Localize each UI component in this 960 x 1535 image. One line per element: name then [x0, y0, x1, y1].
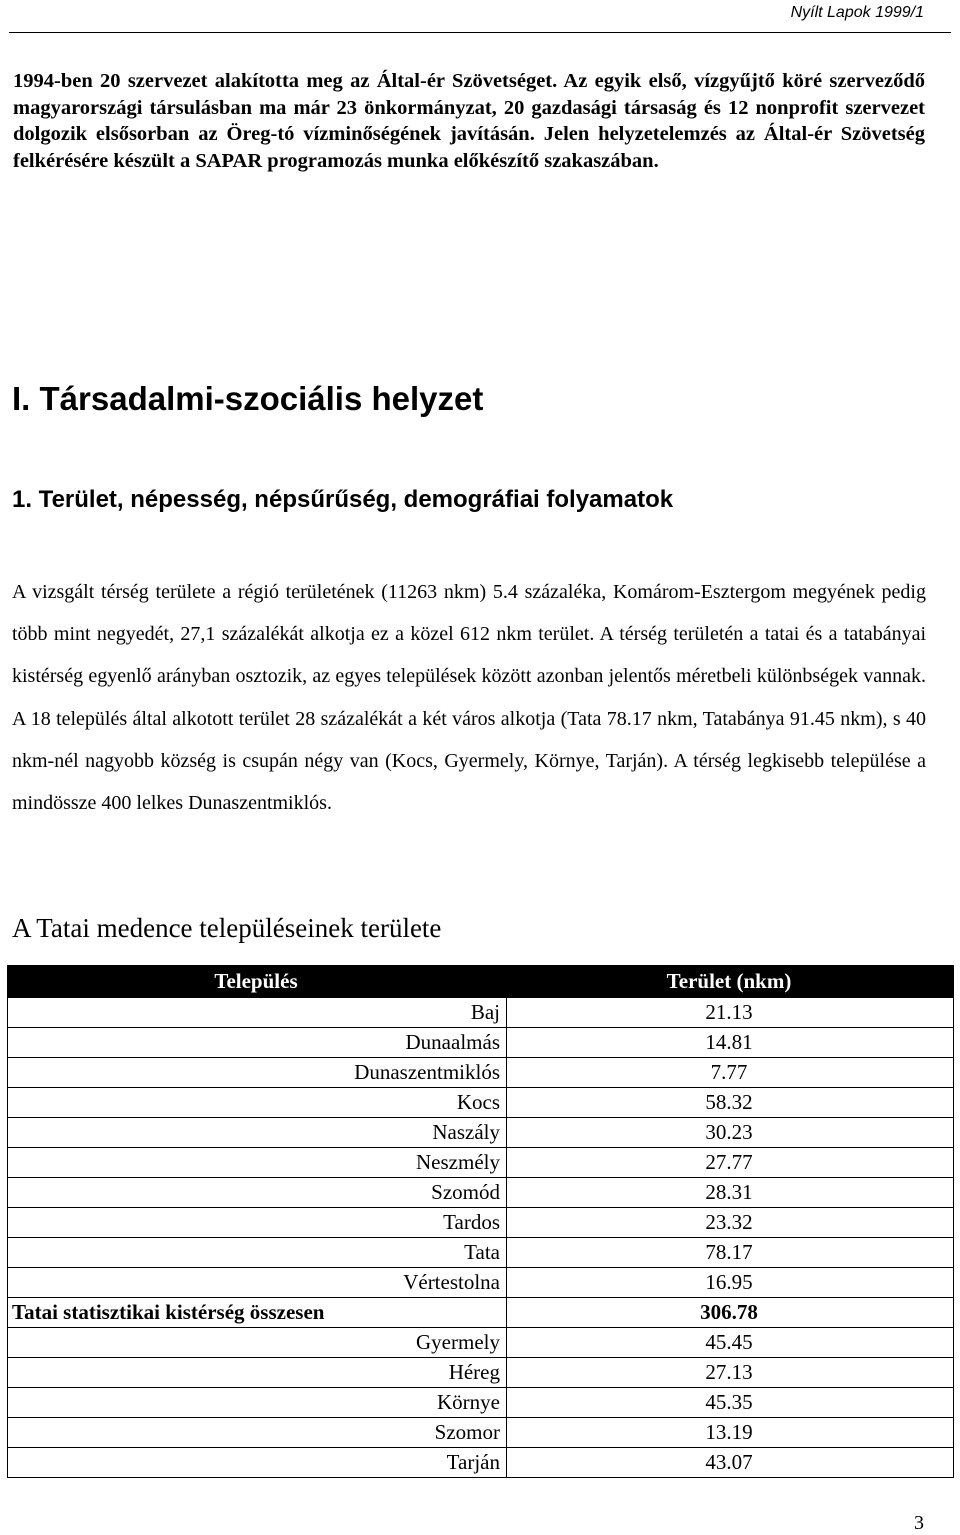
area-value-cell: 28.31	[507, 1178, 954, 1208]
area-value-cell: 27.77	[507, 1148, 954, 1178]
body-paragraph: A vizsgált térség területe a régió területének (11263 nkm) 5.4 százaléka, Komárom-Esztergom megyének pedig több mint negyedét, 27,1 százalékát alkotja ez a közel 612 nkm terület. A térség területén a tatai és a tatabányai kistérség egyenlő arányban osztozik, az egyes települések között azonban jelentős méretbeli különbségek vannak. A 18 település által alkotott terület 28 százalékát a két város alkotja (Tata 78.17 nkm, Tatabánya 91.45 nkm), s 40 nkm-nél nagyobb község is csupán négy van (Kocs, Gyermely, Környe, Tarján). A térség legkisebb települése a mindössze 400 lelkes Dunaszentmiklós.	[12, 581, 926, 815]
table-header-row	[8, 966, 954, 998]
table-row	[8, 1358, 954, 1388]
table-body	[8, 998, 954, 1478]
page-number: 3	[914, 1512, 924, 1534]
settlement-name-cell: Dunaalmás	[8, 1028, 507, 1058]
table-row	[8, 1448, 954, 1478]
header-settlement: Település	[8, 966, 507, 998]
settlement-name-cell: Kocs	[8, 1088, 507, 1118]
area-value-cell: 13.19	[507, 1418, 954, 1448]
header-divider	[9, 32, 951, 33]
table-row	[8, 1028, 954, 1058]
table-row	[8, 1328, 954, 1358]
subsection-title: 1. Terület, népesség, népsűrűség, demográfiai folyamatok	[12, 486, 674, 513]
running-header: Nyílt Lapok 1999/1	[790, 4, 924, 21]
table-row	[8, 1148, 954, 1178]
table-total-row	[8, 1298, 954, 1328]
table-title: A Tatai medence településeinek területe	[12, 913, 442, 943]
area-value-cell: 21.13	[507, 998, 954, 1028]
area-value-cell: 7.77	[507, 1058, 954, 1088]
intro-paragraph: 1994-ben 20 szervezet alakította meg az Által-ér Szövetséget. Az egyik első, vízgyűjtő köré szerveződő magyarországi társulásban ma már 23 önkormányzat, 20 gazdasági társaság és 12 nonprofit szervezet dolgozik elsősorban az Öreg-tó vízminőségének javításán. Jelen helyzetelemzés az Által-ér Szövetség felkérésére készült a SAPAR programozás munka előkészítő szakaszában.	[13, 70, 925, 172]
area-value-cell: 45.35	[507, 1388, 954, 1418]
settlement-name-cell: Szomor	[8, 1418, 507, 1448]
settlement-name-cell: Vértestolna	[8, 1268, 507, 1298]
table-row	[8, 998, 954, 1028]
settlement-name-cell: Tatai statisztikai kistérség összesen	[8, 1298, 507, 1328]
area-value-cell: 14.81	[507, 1028, 954, 1058]
settlement-name-cell: Dunaszentmiklós	[8, 1058, 507, 1088]
header-area: Terület (nkm)	[507, 966, 954, 998]
table-row	[8, 1418, 954, 1448]
area-value-cell: 16.95	[507, 1268, 954, 1298]
table-row	[8, 1058, 954, 1088]
settlement-name-cell: Tardos	[8, 1208, 507, 1238]
table-row	[8, 1208, 954, 1238]
settlement-name-cell: Neszmély	[8, 1148, 507, 1178]
area-value-cell: 306.78	[507, 1298, 954, 1328]
table-row	[8, 1118, 954, 1148]
settlement-name-cell: Naszály	[8, 1118, 507, 1148]
settlement-area-table	[7, 965, 954, 1478]
table-row	[8, 1388, 954, 1418]
settlement-name-cell: Gyermely	[8, 1328, 507, 1358]
area-value-cell: 43.07	[507, 1448, 954, 1478]
area-value-cell: 27.13	[507, 1358, 954, 1388]
section-title: I. Társadalmi-szociális helyzet	[12, 380, 484, 417]
area-value-cell: 23.32	[507, 1208, 954, 1238]
settlement-name-cell: Tata	[8, 1238, 507, 1268]
table-row	[8, 1088, 954, 1118]
settlement-name-cell: Baj	[8, 998, 507, 1028]
table-row	[8, 1178, 954, 1208]
settlement-name-cell: Tarján	[8, 1448, 507, 1478]
table-row	[8, 1238, 954, 1268]
area-value-cell: 45.45	[507, 1328, 954, 1358]
area-value-cell: 58.32	[507, 1088, 954, 1118]
area-value-cell: 78.17	[507, 1238, 954, 1268]
settlement-name-cell: Héreg	[8, 1358, 507, 1388]
settlement-name-cell: Környe	[8, 1388, 507, 1418]
area-value-cell: 30.23	[507, 1118, 954, 1148]
settlement-name-cell: Szomód	[8, 1178, 507, 1208]
table-row	[8, 1268, 954, 1298]
